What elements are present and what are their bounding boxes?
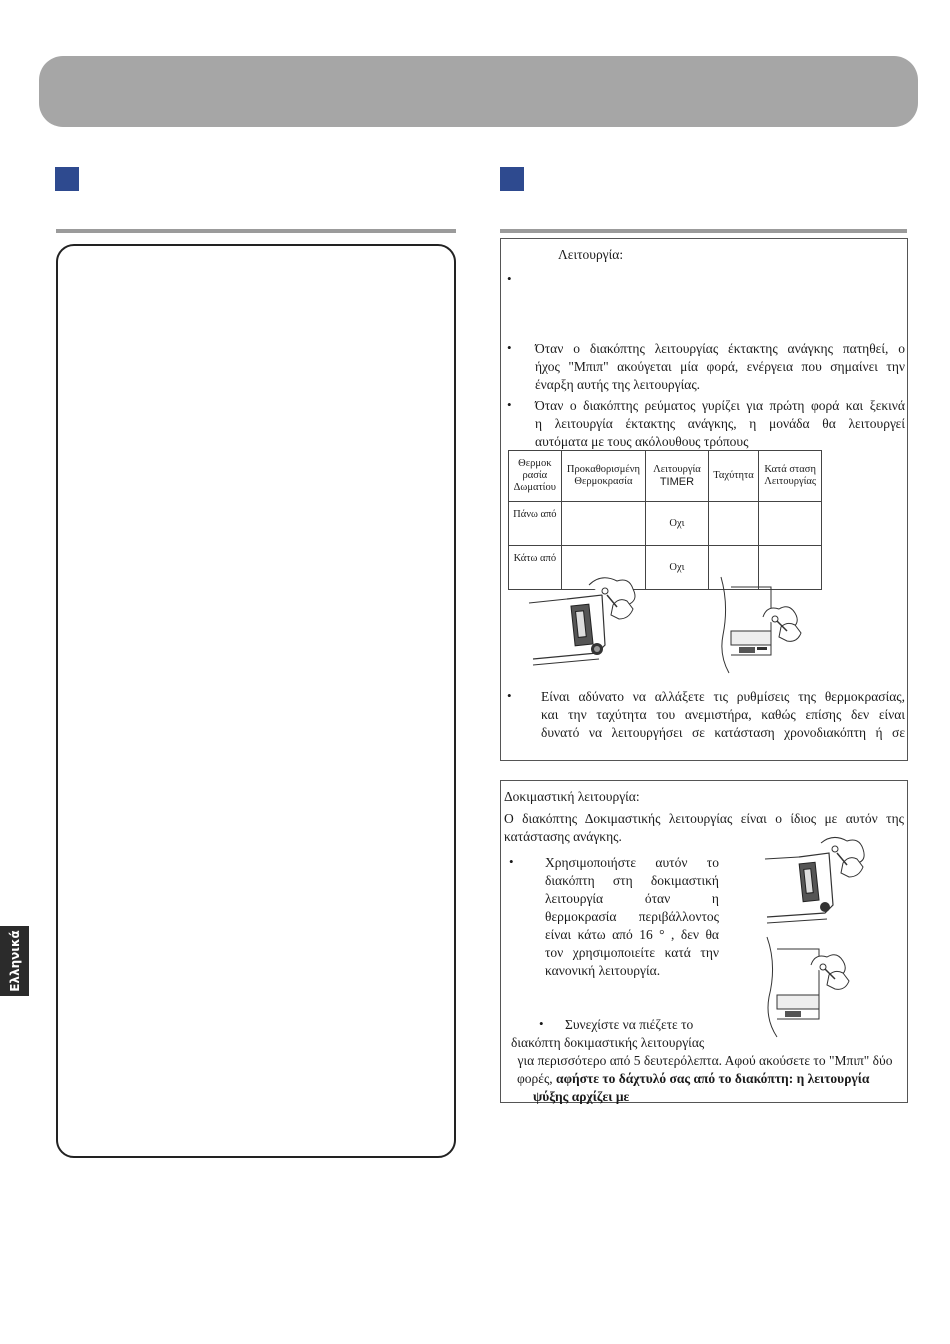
section-rule-left (56, 229, 456, 233)
test-bullet-1-line: διακόπτη στη δοκιμαστική (545, 873, 719, 888)
test-wall-unit-illustration (763, 935, 855, 1039)
header-speed: Ταχύτητα (708, 451, 759, 502)
test-operation-box (500, 780, 908, 1103)
language-label: Ελληνικά (7, 930, 22, 992)
table-cell: Οχι (646, 546, 708, 590)
test-bullet-2-line: Συνεχίστε να πιέζετε το (565, 1017, 694, 1032)
test-bullet-1-line: θερμοκρασία περιβάλλοντος (545, 909, 719, 924)
section-marker-right (500, 167, 524, 191)
wall-unit-button-illustration (717, 575, 809, 675)
table-cell (708, 502, 759, 546)
test-bullet-1-line: κανονική λειτουργία. (545, 963, 661, 978)
test-line-normal: φορές, (517, 1071, 557, 1086)
test-bullet-1-line: λειτουργία όταν η (545, 891, 719, 906)
test-intro-line: κατάστασης ανάγκης. (504, 829, 622, 844)
bullet-icon: • (539, 1016, 544, 1031)
emergency-bullet-3-line: αυτόματα με τους ακόλουθους τρόπους (535, 434, 749, 449)
language-side-tab (0, 926, 29, 996)
test-intro-line: Ο διακόπτης Δοκιμαστικής λειτουργίας είναι ο ίδιος με αυτόν της (504, 811, 904, 826)
table-cell: Οχι (646, 502, 708, 546)
table-row (509, 502, 822, 546)
emergency-bullet-2-line: Όταν ο διακόπτης λειτουργίας έκτακτης ανάγκης πατηθεί, ο (535, 341, 905, 356)
header-room-temp: Θερμοκ ρασία Δωματίου (509, 451, 562, 502)
table-cell (561, 502, 646, 546)
header-banner (39, 56, 918, 127)
header-mode: Κατά σταση Λειτουργίας (759, 451, 822, 502)
section-rule-right (500, 229, 907, 233)
emergency-bullet-2-line: ήχος "Μπιπ" ακούγεται μία φορά, ενέργεια που σημαίνει την (535, 359, 905, 374)
header-operation-label: Λειτουργία (653, 463, 701, 475)
bullet-icon: • (507, 271, 512, 286)
test-bullet-1-line: τον χρησιμοποιείτε κατά την (545, 945, 719, 960)
left-content-panel (56, 244, 456, 1158)
table-cell (759, 502, 822, 546)
test-bullet-1-line: Χρησιμοποιήστε αυτόν το (545, 855, 719, 870)
test-heading: Δοκιμαστική λειτουργία: (504, 789, 640, 804)
header-timer-label: TIMER (659, 475, 695, 488)
header-preset-temp: Προκαθορισμένη Θερμοκρασία (561, 451, 646, 502)
emergency-operation-box (500, 238, 908, 761)
emergency-mode-table (508, 450, 822, 590)
bullet-icon: • (507, 340, 512, 355)
emergency-bullet-3-line: η λειτουργία έκτακτης ανάγκης, η μονάδα θα λειτουργεί (535, 416, 905, 431)
bullet-icon: • (509, 854, 514, 869)
test-line (517, 1070, 869, 1088)
test-line-bold: αφήστε το δάχτυλό σας από το διακόπτη: η λειτουργία (556, 1071, 870, 1086)
section-marker-left (55, 167, 79, 191)
emergency-bullet-4-line: και την ταχύτητα του ανεμιστήρα, καθώς επίσης δεν είναι (541, 707, 905, 722)
emergency-heading: Λειτουργία: (558, 247, 624, 262)
test-line-bold: ψύξης αρχίζει με (533, 1089, 630, 1104)
test-line: διακόπτη δοκιμαστικής λειτουργίας (511, 1035, 705, 1050)
bullet-icon: • (507, 688, 512, 703)
test-bullet-1-line: είναι κάτω από 16 ° , δεν θα (545, 927, 719, 942)
emergency-bullet-3-line: Όταν ο διακόπτης ρεύματος γυρίζει για πρώτη φορά και ξεκινά (535, 398, 905, 413)
indoor-unit-button-illustration (527, 575, 639, 675)
emergency-bullet-4-line: δυνατό να λειτουργήσει σε κατάσταση χρονοδιακόπτη ή σε (541, 725, 905, 740)
test-line: για περισσότερο από 5 δευτερόλεπτα. Αφού ακούσετε το "Μπιπ" δύο (517, 1053, 893, 1068)
header-timer-operation (646, 451, 708, 502)
table-cell: Πάνω από (509, 502, 562, 546)
test-indoor-unit-illustration (763, 835, 867, 931)
emergency-bullet-2-line: έναρξη αυτής της λειτουργίας. (535, 377, 701, 392)
bullet-icon: • (507, 397, 512, 412)
table-cell: Κάτω από (509, 546, 562, 590)
table-header-row (509, 451, 822, 502)
emergency-bullet-4-line: Είναι αδύνατο να αλλάξετε τις ρυθμίσεις της θερμοκρασίας, (541, 689, 905, 704)
